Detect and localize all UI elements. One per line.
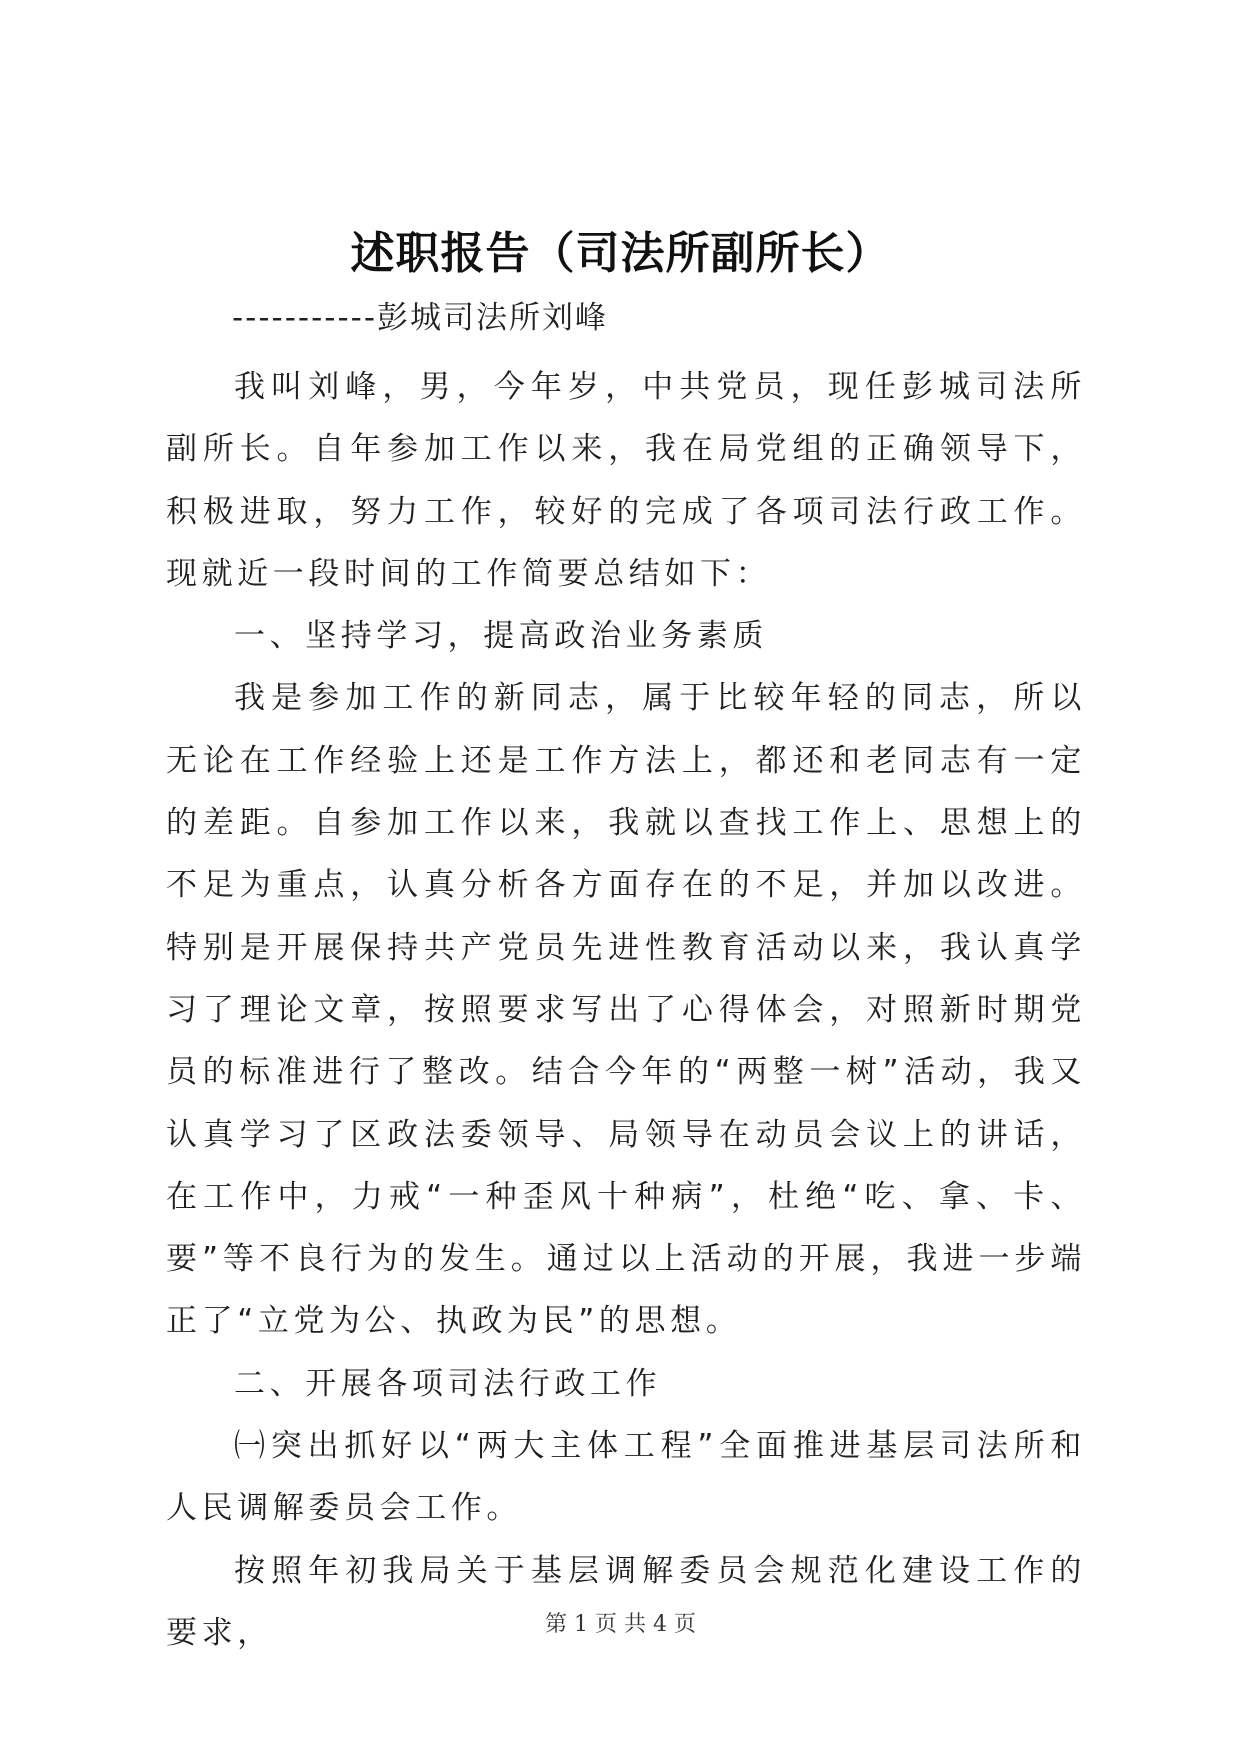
section-heading-1: 一、坚持学习，提高政治业务素质	[234, 618, 768, 655]
document-body	[166, 356, 1086, 1664]
author-byline: -----------彭城司法所刘峰	[232, 300, 609, 336]
page-number-footer: 第 1 页 共 4 页	[545, 1612, 696, 1637]
subsection-paragraph: ㈠突出抓好以“两大主体工程”全面推进基层司法所和人民调解委员会工作。	[166, 1428, 1086, 1527]
study-paragraph: 我是参加工作的新同志，属于比较年轻的同志，所以无论在工作经验上还是工作方法上，都还和老同志有一定的差距。自参加工作以来，我就以查找工作上、思想上的不足为重点，认真分析各方面存在的不足，并加以改进。特别是开展保持共产党员先进性教育活动以来，我认真学习了理论文章，按照要求写出了心得体会，对照新时期党员的标准进行了整改。结合今年的“两整一树”活动，我又认真学习了区政法委领导、局领导在动员会议上的讲话，在工作中，力戒“一种歪风十种病”，杜绝“吃、拿、卡、要”等不良行为的发生。通过以上活动的开展，我进一步端正了“立党为公、执政为民”的思想。	[166, 680, 1086, 1340]
section-heading-2: 二、开展各项司法行政工作	[234, 1365, 662, 1402]
document-title: 述职报告（司法所副所长）	[350, 228, 891, 279]
intro-paragraph: 我叫刘峰，男，今年岁，中共党员，现任彭城司法所副所长。自年参加工作以来，我在局党组的正确领导下，积极进取，努力工作，较好的完成了各项司法行政工作。现就近一段时间的工作简要总结如下：	[166, 369, 1086, 592]
mediation-paragraph: 按照年初我局关于基层调解委员会规范化建设工作的要求，	[166, 1552, 1086, 1651]
